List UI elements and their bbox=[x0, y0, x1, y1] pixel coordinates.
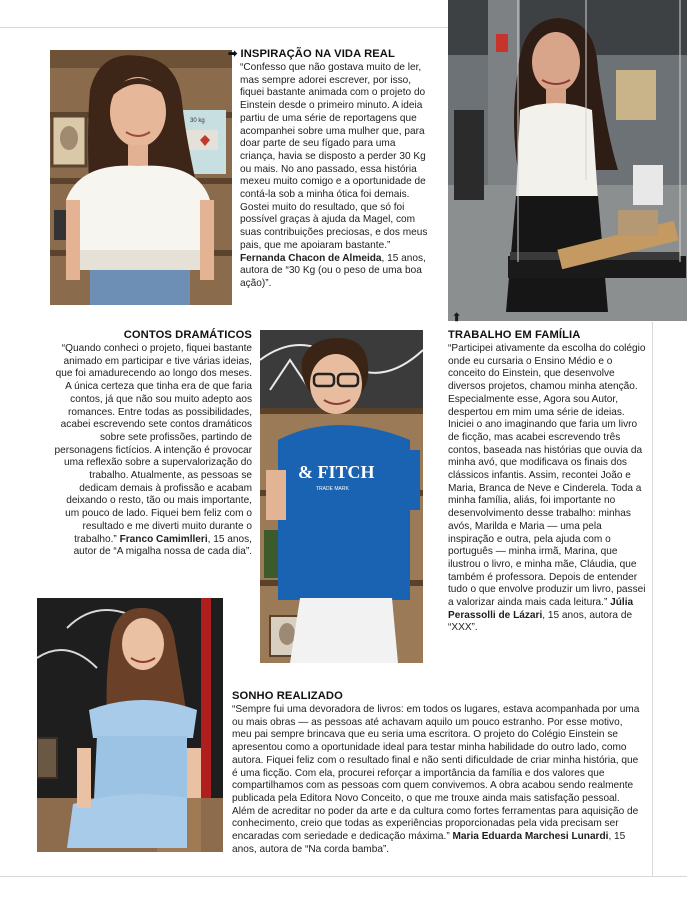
author-details-trabalho: , 15 anos, autora de “XXX”. bbox=[448, 609, 633, 634]
photo-julia bbox=[448, 0, 687, 321]
author-trabalho: Júlia Perassolli de Lázari bbox=[448, 597, 634, 621]
heading-trabalho: TRABALHO EM FAMÍLIA bbox=[448, 329, 581, 341]
quote-sonho: “Sempre fui uma devoradora de livros: em todos os lugares, estava acompanhada por uma ou mais obras — as pessoas até achavam aquilo um pouco estranho. Por esse motivo, meu pai sempre brincava que eu seria uma escritora. O projeto do Colégio Einstein se apresentou como a oportunidade ideal para testar minha habilidade do outro lado, como autora. Fiquei feliz com o resultado final e não senti dificuldade de criar minha história, que é uma ficção. Com ela, procurei reforçar a importância da família e dos valores que compartilhamos com as pessoas com quem convivemos. A obra acabou sendo realmente publicada pela Editora Novo Conceito, o que me trouxe ainda mais satisfação pessoal. Além de acreditar no poder da arte e da cultura como fortes ferramentas para aquisição de conhecimento, creio que todas as experiências proporcionadas pela vida precisam ser encaradas com seriedade e dedicação máxima.” bbox=[232, 704, 640, 843]
shirt-text: & FITCH bbox=[298, 462, 375, 482]
author-details-contos: , 15 anos, autor de “A migalha nossa de cada dia”. bbox=[73, 533, 252, 558]
author-contos: Franco Camimlleri bbox=[119, 533, 208, 545]
top-rule bbox=[0, 27, 448, 28]
photo-fernanda bbox=[50, 50, 232, 305]
up-arrow-icon: ⬆ bbox=[452, 312, 462, 324]
article-trabalho-body bbox=[448, 343, 650, 635]
author-details-sonho: , 15 anos, autora de “Na corda bamba”. bbox=[232, 831, 626, 855]
quote-contos: “Quando conheci o projeto, fiquei bastante animado em participar e tive várias ideias, que foi amadurecendo ao longo dos meses. A única certeza que tinha era de que faria contos, já que não sou muito adepto aos romances. Entre todas as possibilidades, acabei escrevendo sete contos dramáticos sobre sete profissões, partindo de personagens fictícios. A intenção é provocar uma reflexão sobre a supervalorização do trabalho. Atualmente, as pessoas se dedicam demais à profissão e acabam deixando o resto, tão ou mais importante, um pouco de lado. Fiquei bem feliz com o resultado e me diverti muito durante o trabalho.” bbox=[54, 343, 252, 545]
photo-maria-eduarda bbox=[37, 598, 223, 852]
article-contos-body bbox=[52, 343, 252, 559]
quote-inspiracao: “Confesso que não gostava muito de ler, mas sempre adorei escrever, por isso, fiquei bastante animada com o projeto do Einstein desde o primeiro minuto. A ideia partiu de uma série de reportagens que acompanhei sobre uma mulher que, para doar parte de seu fígado para uma criança, havia se disposto a perder 30 Kg ou mais. No ano passado, essa história mexeu muito comigo e a oportunidade de contá-la sob a minha ótica foi demais. Gostei muito do resultado, que só foi possível graças à ajuda da Magel, com suas contribuições preciosas, e dos meus pais, que me apoiaram bastante.” bbox=[240, 62, 428, 251]
right-arrow-icon: ➡ bbox=[228, 48, 238, 60]
author-sonho: Maria Eduarda Marchesi Lunardi bbox=[452, 831, 609, 843]
quote-trabalho: “Participei ativamente da escolha do colégio onde eu cursaria o Ensino Médio e o conceito do Einstein, que desenvolve diversos projetos, chamou minha atenção. Especialmente esse, Agora sou Autor, despertou em mim uma série de ideias. Iniciei o ano imaginando que faria um livro de ficção, mas acabei escrevendo três contos, baseada nas histórias que ouvia da minha avó, que modificava os finais dos clássicos infantis. Assim, recontei João e Maria, Branca de Neve e Cinderela. Toda a minha família, aliás, foi importante no desenvolvimento desse trabalho: minhas avós, Marilda e Maria — uma pela inspiração e outra, pela ajuda com o português — minha irmã, Marina, que ilustrou o livro, e minha mãe, Cláudia, que também é professora. Depois de entender tudo o que envolve produzir um livro, passei a valorizar ainda mais cada leitura.” bbox=[448, 343, 646, 609]
article-sonho-body bbox=[232, 704, 644, 856]
shirt-small-text: TRADE MARK bbox=[316, 486, 349, 492]
heading-sonho: SONHO REALIZADO bbox=[232, 690, 343, 702]
side-rule bbox=[652, 322, 653, 877]
author-details-inspiracao: , 15 anos, autora de “30 Kg (ou o peso de uma boa ação)”. bbox=[240, 252, 426, 289]
heading-contos: CONTOS DRAMÁTICOS bbox=[123, 329, 252, 341]
article-inspiracao-body bbox=[228, 62, 428, 291]
photo-franco bbox=[260, 330, 423, 663]
book-cover-text: 30 kg bbox=[190, 118, 205, 124]
heading-inspiracao: INSPIRAÇÃO NA VIDA REAL bbox=[240, 48, 395, 60]
author-inspiracao: Fernanda Chacon de Almeida bbox=[240, 252, 382, 264]
bottom-rule bbox=[0, 876, 687, 877]
